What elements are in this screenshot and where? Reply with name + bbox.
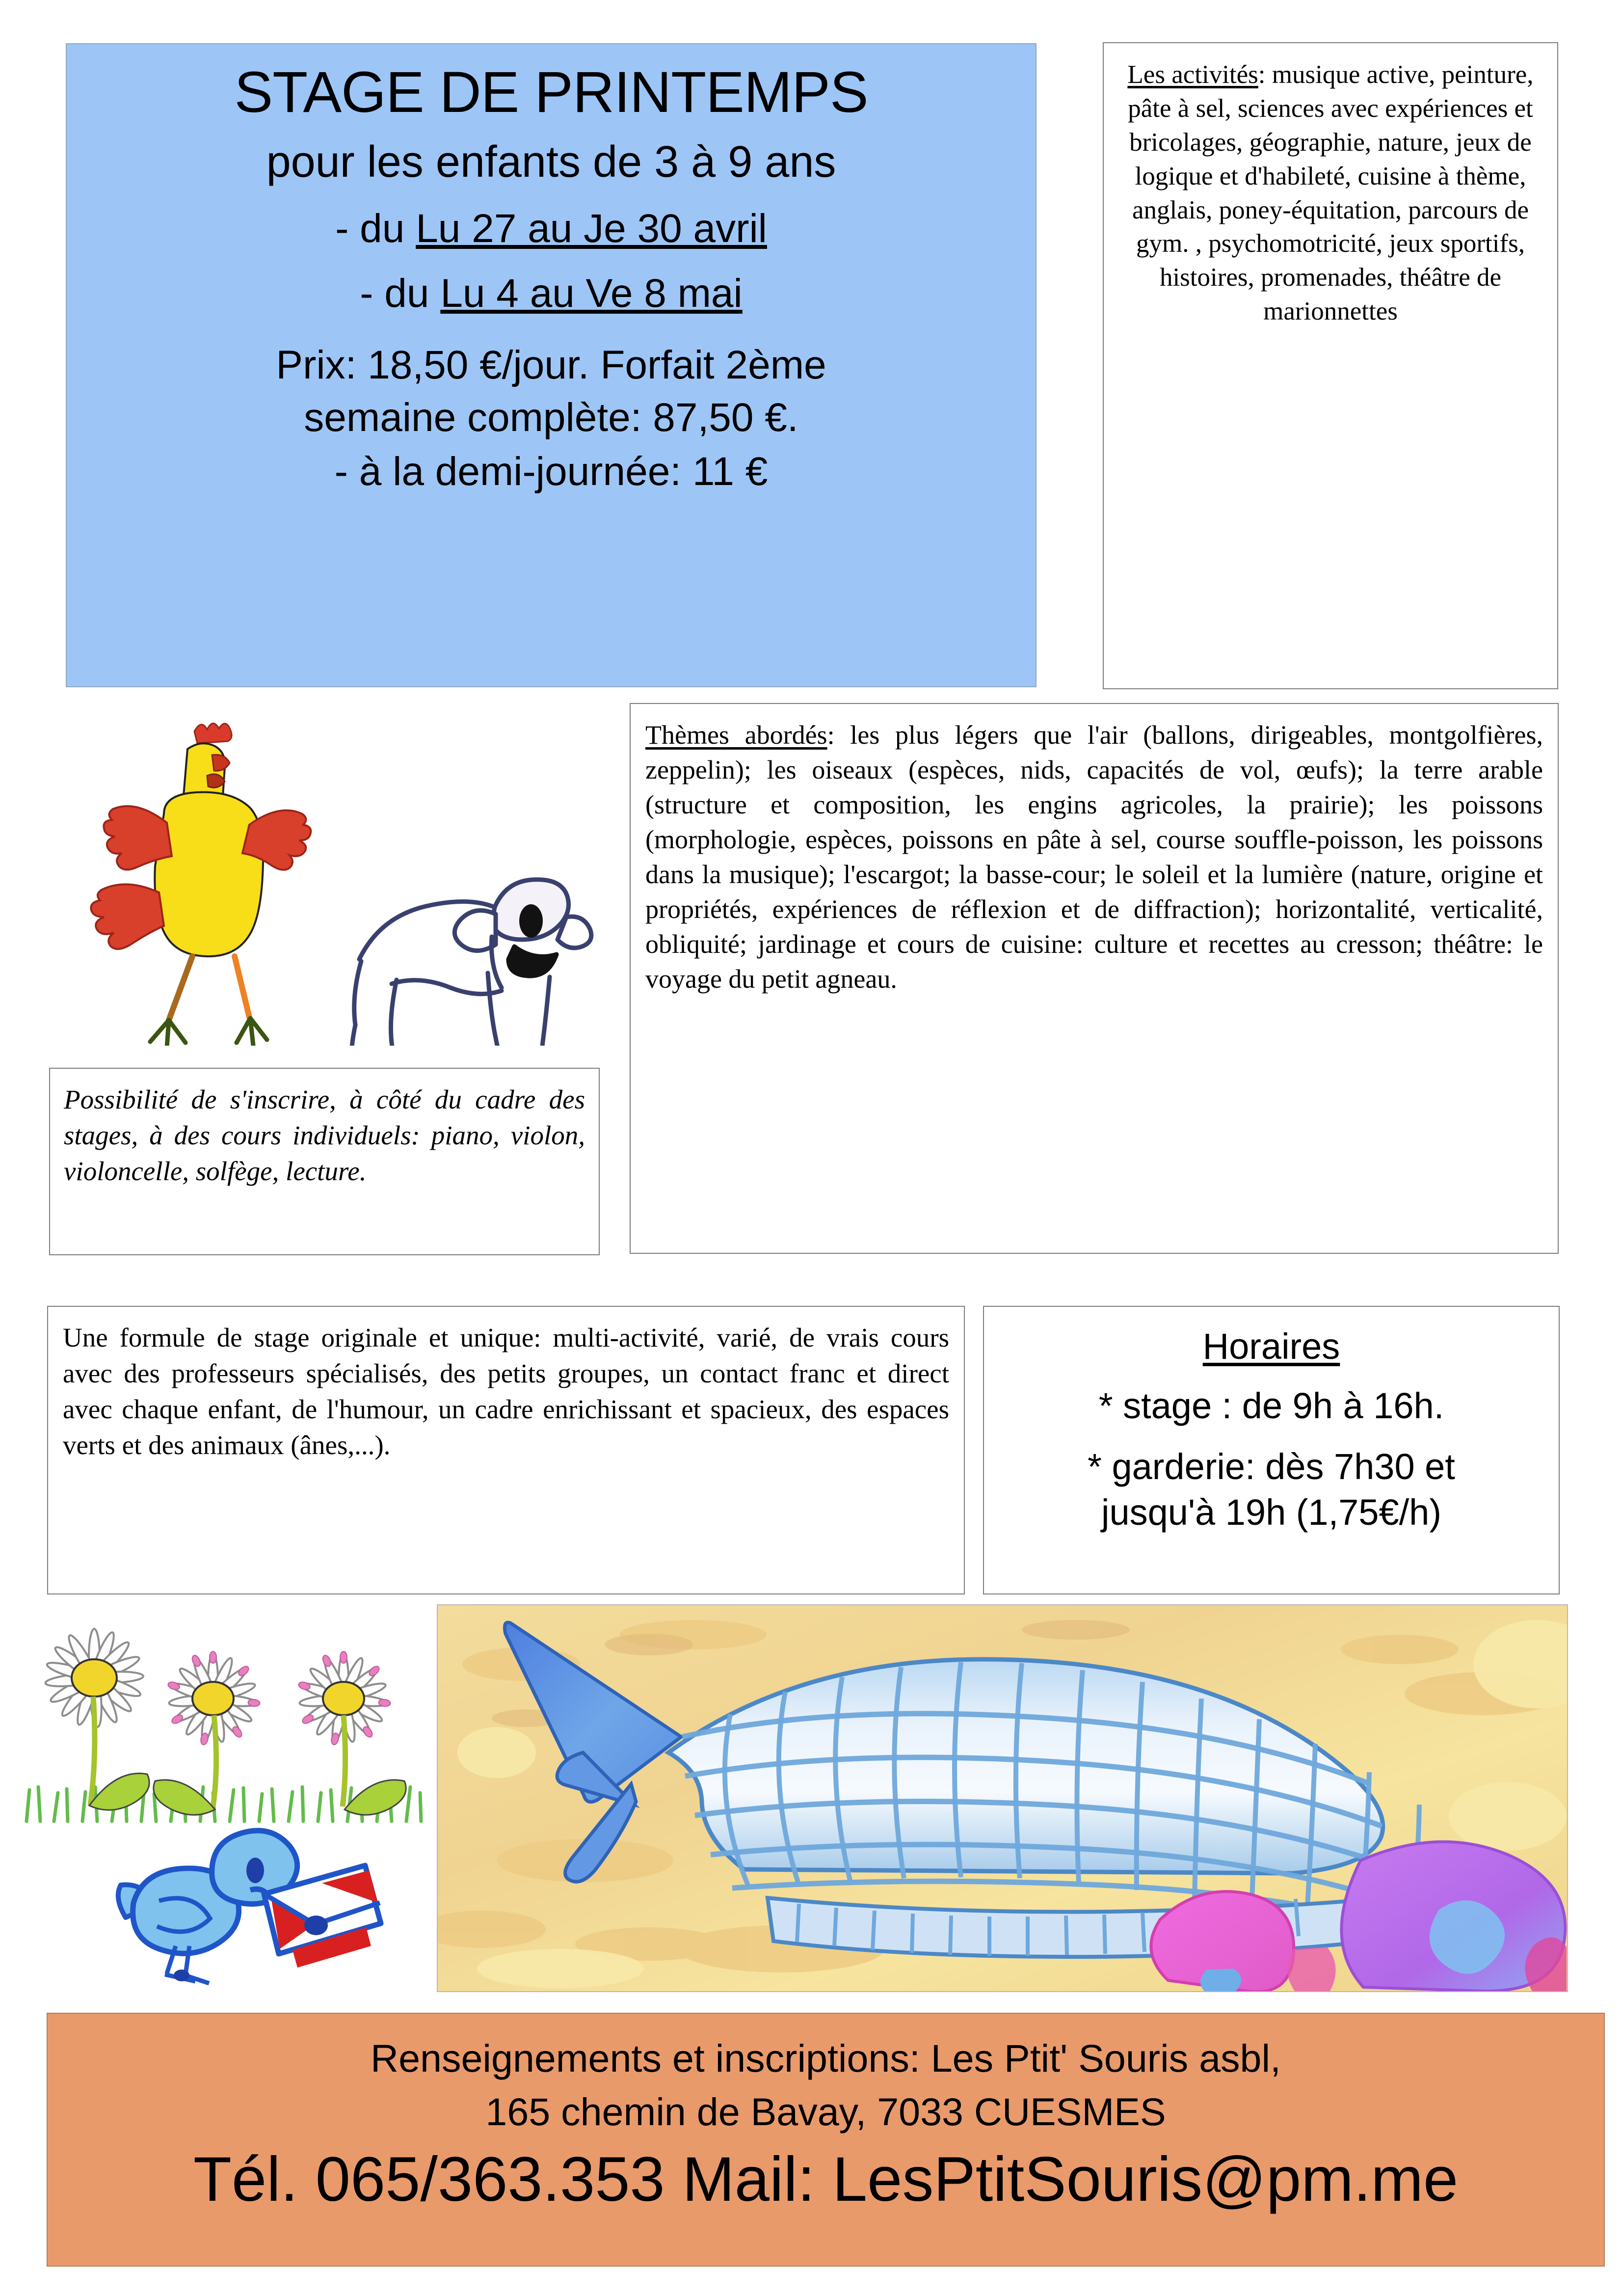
session-date-1-prefix: - du bbox=[335, 206, 416, 251]
flowers-illustration bbox=[20, 1625, 432, 1988]
themes-body: les plus légers que l'air (ballons, dirigeables, montgolfières, zeppelin); les oiseaux (espèces, nids, capacités de vol, œufs); la terre arable (structure et composition, les engins agricoles, la prairie); les poissons (morphologie, espèces, poissons en pâte à sel, course souffle-poisson, les poissons dans la musique); l'escargot; la basse-cour; le soleil et la lumière (nature, origine et propriétés, expériences de réflexion et de diffraction); horizontalité, verticalité, obliquité; jardinage et cours de cuisine: culture et recettes au cresson; théâtre: le voyage du petit agneau. bbox=[645, 720, 1543, 994]
schedule-line-2: * garderie: dès 7h30 et bbox=[1088, 1446, 1455, 1487]
bluebird-with-letter bbox=[118, 1831, 381, 1983]
price-line-1: Prix: 18,50 €/jour. Forfait 2ème bbox=[276, 343, 826, 388]
contact-line-3: Tél. 065/363.353 Mail: LesPtitSouris@pm.me bbox=[193, 2144, 1459, 2215]
daisy-1 bbox=[45, 1629, 149, 1810]
rooster-figure bbox=[91, 723, 311, 1046]
activities-panel bbox=[1103, 42, 1558, 689]
title-subheading: pour les enfants de 3 à 9 ans bbox=[266, 137, 836, 187]
themes-label: Thèmes abordés bbox=[645, 720, 827, 750]
session-date-1 bbox=[335, 205, 767, 253]
formula-body: Une formule de stage originale et unique: multi-activité, varié, de vrais cours avec des professeurs spécialisés, des petits groupes, un contact franc et direct avec chaque enfant, de l'humour, un cadre enrichissant et spacieux, des espaces verts et des animaux (ânes,...). bbox=[63, 1323, 949, 1460]
animals-illustration bbox=[47, 702, 602, 1046]
price-info bbox=[276, 339, 826, 444]
price-line-2: semaine complète: 87,50 €. bbox=[304, 395, 798, 440]
rooster-and-lamb-icon bbox=[47, 702, 602, 1046]
price-line-3: - à la demi-journée: 11 € bbox=[334, 449, 768, 494]
zeppelin-airship-icon bbox=[438, 1605, 1567, 1991]
activities-label: Les activités bbox=[1127, 60, 1258, 89]
individual-courses-panel bbox=[49, 1068, 600, 1255]
lamb-figure bbox=[349, 880, 591, 1046]
schedule-line-1: * stage : de 9h à 16h. bbox=[1098, 1385, 1444, 1426]
session-date-2-prefix: - du bbox=[360, 270, 441, 316]
session-date-1-range: Lu 27 au Je 30 avril bbox=[416, 206, 767, 251]
session-date-2 bbox=[360, 270, 743, 318]
activities-separator: : bbox=[1258, 60, 1272, 89]
contact-line-2: 165 chemin de Bavay, 7033 CUESMES bbox=[485, 2090, 1166, 2134]
zeppelin-illustration bbox=[437, 1604, 1568, 1992]
schedule-title: Horaires bbox=[1202, 1326, 1340, 1367]
themes-separator: : bbox=[827, 720, 851, 750]
individual-courses-body: Possibilité de s'inscrire, à côté du cadre des stages, à des cours individuels: piano, violon, violoncelle, solfège, lecture. bbox=[64, 1084, 585, 1187]
formula-panel bbox=[47, 1306, 965, 1594]
daisies-and-bluebird-icon bbox=[20, 1625, 432, 1988]
title-banner bbox=[66, 43, 1037, 687]
page-title: STAGE DE PRINTEMPS bbox=[234, 60, 868, 125]
contact-footer bbox=[47, 2013, 1605, 2267]
themes-panel bbox=[630, 703, 1559, 1254]
activities-body: musique active, peinture, pâte à sel, sciences avec expériences et bricolages, géographie, nature, jeux de logique et d'habileté, cuisine à thème, anglais, poney-équitation, parcours de gym. , psychomotricité, jeux sportifs, histoires, promenades, théâtre de marionnettes bbox=[1128, 60, 1534, 326]
session-date-2-range: Lu 4 au Ve 8 mai bbox=[440, 270, 743, 316]
contact-line-1: Renseignements et inscriptions: Les Ptit' Souris asbl, bbox=[371, 2036, 1281, 2080]
schedule-line-3: jusqu'à 19h (1,75€/h) bbox=[1101, 1491, 1441, 1533]
schedule-panel bbox=[983, 1306, 1560, 1594]
